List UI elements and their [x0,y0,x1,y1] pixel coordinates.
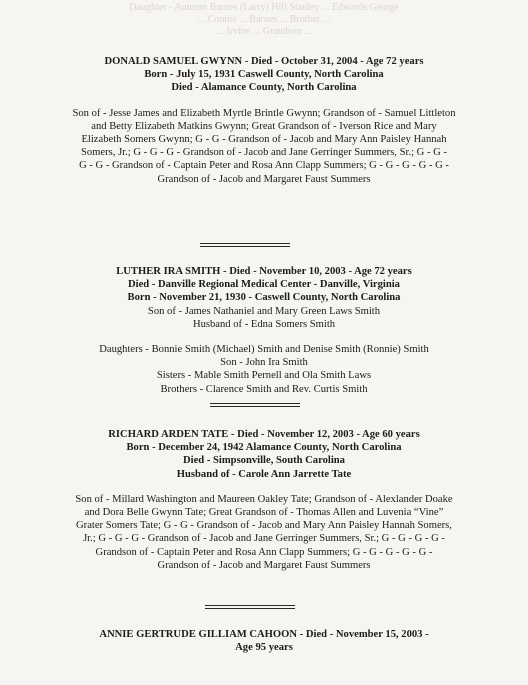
entry-daughters: Daughters - Bonnie Smith (Michael) Smith and Denise Smith (Ronnie) Smith [99,344,429,356]
entry-husband-of: Husband of - Carole Ann Jarrette Tate [176,468,352,480]
obituary-tate [20,428,508,572]
entry-died: Died - Alamance County, North Carolina [171,82,357,94]
entry-genealogy-line: and Dora Belle Gwynn Tate; Great Grandson of - Thomas Allen and Luvenia “Vine” [84,507,444,519]
obituary-cahoon [20,628,508,654]
entry-headline: ANNIE GERTRUDE GILLIAM CAHOON - Died - November 15, 2003 - [99,629,429,640]
entry-genealogy-line: Elizabeth Somers Gwynn; G - G - Grandson of - Jacob and Mary Ann Paisley Hannah [81,134,447,146]
entry-son: Son - John Ira Smith [220,357,308,369]
entry-genealogy-line: Somers, Jr.; G - G - G - Grandson of - Jacob and Jane Gerringer Summers, Sr.; G - G - [80,147,447,159]
entry-headline: DONALD SAMUEL GWYNN - Died - October 31, 2004 - Age 72 years [104,56,424,67]
entry-genealogy-line: Grandson of - Jacob and Margaret Faust Summers [157,559,371,571]
entry-age: Age 95 years [235,642,293,654]
section-divider [210,403,300,404]
entry-brothers: Brothers - Clarence Smith and Rev. Curtis Smith [160,383,368,395]
entry-headline: LUTHER IRA SMITH - Died - November 10, 2003 - Age 72 years [116,266,412,277]
entry-died: Died - Simpsonville, South Carolina [183,455,345,467]
entry-genealogy-line: Jr.; G - G - G - Grandson of - Jacob and Jane Gerringer Summers, Sr.; G - G - G - G - [83,533,445,545]
entry-born: Born - December 24, 1942 Alamance County, North Carolina [126,442,402,454]
entry-genealogy-line: Grandson of - Captain Peter and Rosa Ann Clapp Summers; G - G - G - G - G - [95,546,433,558]
entry-headline: RICHARD ARDEN TATE - Died - November 12, 2003 - Age 60 years [108,429,420,440]
entry-son-of: Son of - James Nathaniel and Mary Green Laws Smith [147,305,381,317]
entry-sisters: Sisters - Mable Smith Pernell and Ola Smith Laws [156,370,372,382]
entry-genealogy-line: and Betty Elizabeth Matkins Gwynn; Great Grandson of - Iverson Rice and Mary [91,120,437,132]
show-through-text: Daughter - Autumn Barnes (Larry) Hill Stanley ... Edwards George ... Connie ... Barnes ... Brother ... ... Irvine ... Grandson ... [129,2,399,37]
entry-genealogy-line: Grater Somers Tate; G - G - Grandson of - Jacob and Mary Ann Paisley Hannah Somers, [76,520,452,532]
obituary-gwynn [20,55,508,186]
entry-died-place: Died - Danville Regional Medical Center - Danville, Virginia [128,279,400,291]
entry-genealogy-line: Son of - Millard Washington and Maureen Oakley Tate; Grandson of - Alexlander Doake [75,493,453,505]
entry-genealogy-line: G - G - Grandson of - Captain Peter and Rosa Ann Clapp Summers; G - G - G - G - G - [79,160,449,172]
entry-born: Born - July 15, 1931 Caswell County, North Carolina [144,69,384,81]
obituary-smith [20,265,508,396]
entry-genealogy-line: Son of - Jesse James and Elizabeth Myrtle Brintle Gwynn; Grandson of - Samuel Littleton [72,107,456,119]
entry-genealogy-line: Grandson of - Jacob and Margaret Faust Summers [157,173,371,185]
entry-born: Born - November 21, 1930 - Caswell County, North Carolina [127,292,401,304]
section-divider [205,605,295,606]
section-divider [200,243,290,244]
entry-husband-of: Husband of - Edna Somers Smith [192,318,336,330]
